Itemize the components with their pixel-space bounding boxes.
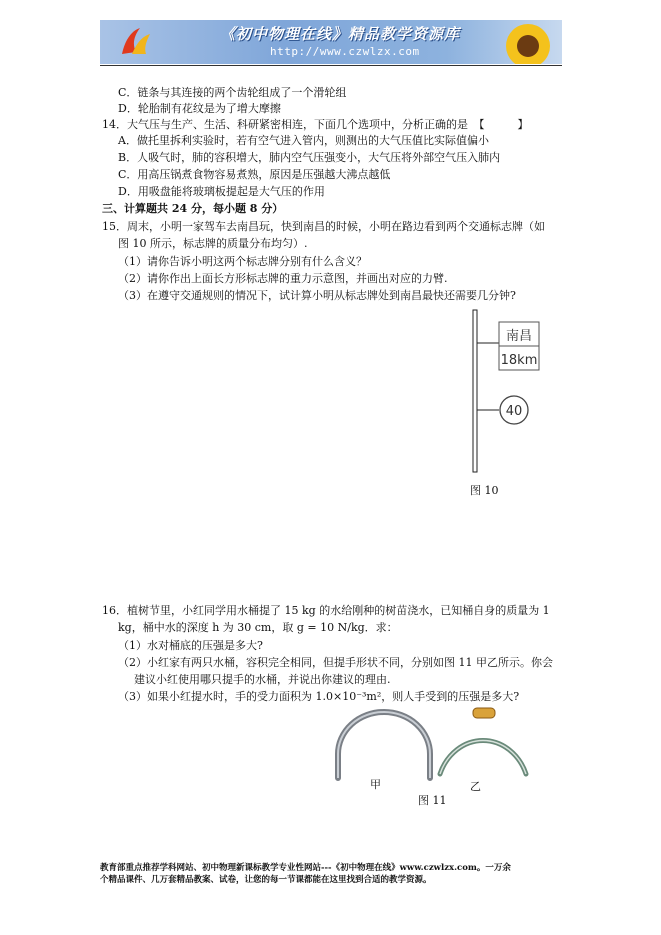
figure-11-caption: 图 11: [418, 794, 447, 807]
q15-sub1: （1）请你告诉小明这两个标志牌分别有什么含义？: [118, 255, 367, 268]
q16-stem-line1: 16．植树节里，小红同学用水桶提了 15 kg 的水给刚种的树苗浇水，已知桶自身的质量为 1: [102, 604, 550, 617]
q16-sub2-line2: 建议小红使用哪只提手的水桶，并说出你建议的理由.: [134, 673, 391, 686]
q16-sub2-line1: （2）小红家有两只水桶，容积完全相同，但提手形状不同，分别如图 11 甲乙所示。你会: [118, 656, 553, 669]
q16-stem-line2: kg，桶中水的深度 h 为 30 cm，取 g = 10 N/kg．求：: [118, 621, 398, 634]
header-rule: [100, 65, 562, 66]
q15-stem-line1: 15．周末，小明一家驾车去南昌玩，快到南昌的时候，小明在路边看到两个交通标志牌（如: [102, 220, 545, 233]
sign-city-text: 南昌: [505, 329, 533, 344]
footer-line2: 个精品课件、几万套精品教案、试卷，让您的每一节课都能在这里找到合适的教学资源。: [100, 875, 432, 885]
sunflower-icon: [498, 20, 558, 64]
figure-10-caption: 图 10: [470, 484, 499, 497]
sign-distance-text: 18km: [500, 353, 538, 368]
q15-stem-line2: 图 10 所示，标志牌的质量分布均匀）.: [118, 237, 308, 250]
q14-stem: 14．大气压与生产、生活、科研紧密相连，下面几个选项中，分析正确的是 【 】: [102, 118, 529, 131]
q13-option-c: C．链条与其连接的两个齿轮组成了一个滑轮组: [118, 86, 347, 99]
section-heading: 三、计算题共 24 分，每小题 8 分）: [102, 202, 284, 215]
header-url[interactable]: http://www.czwlzx.com: [270, 45, 420, 58]
figure-11-bucket-handles: [330, 704, 530, 784]
site-logo-icon: [118, 26, 152, 58]
footer-line1: 教育部重点推荐学科网站、初中物理新课标教学专业性网站---《初中物理在线》www.czwlzx.com。一万余: [100, 863, 511, 873]
q16-sub3: （3）如果小红提水时，手的受力面积为 1.0×10⁻³m²，则人手受到的压强是多大?: [118, 690, 520, 703]
figure-10-traffic-sign: [465, 308, 545, 476]
q15-sub2: （2）请你作出上面长方形标志牌的重力示意图，并画出对应的力臂.: [118, 272, 448, 285]
q14-option-a: A．做托里拆利实验时，若有空气进入管内，则测出的大气压值比实际值偏小: [118, 134, 489, 147]
figure-11-label-b: 乙: [470, 780, 481, 793]
speed-limit-text: 40: [505, 404, 523, 419]
q14-option-d: D．用吸盘能将玻璃板提起是大气压的作用: [118, 185, 325, 198]
q13-option-d: D．轮胎制有花纹是为了增大摩擦: [118, 102, 281, 115]
header-title: 《初中物理在线》精品教学资源库: [220, 25, 461, 43]
figure-11-label-a: 甲: [370, 778, 381, 791]
q14-option-c: C．用高压锅煮食物容易煮熟，原因是压强越大沸点越低: [118, 168, 391, 181]
q14-option-b: B．人吸气时，肺的容积增大，肺内空气压强变小，大气压将外部空气压入肺内: [118, 151, 501, 164]
q15-sub3: （3）在遵守交通规则的情况下，试计算小明从标志牌处到南昌最快还需要几分钟?: [118, 289, 516, 302]
header-banner: [100, 20, 562, 64]
q16-sub1: （1）水对桶底的压强是多大?: [118, 639, 263, 652]
